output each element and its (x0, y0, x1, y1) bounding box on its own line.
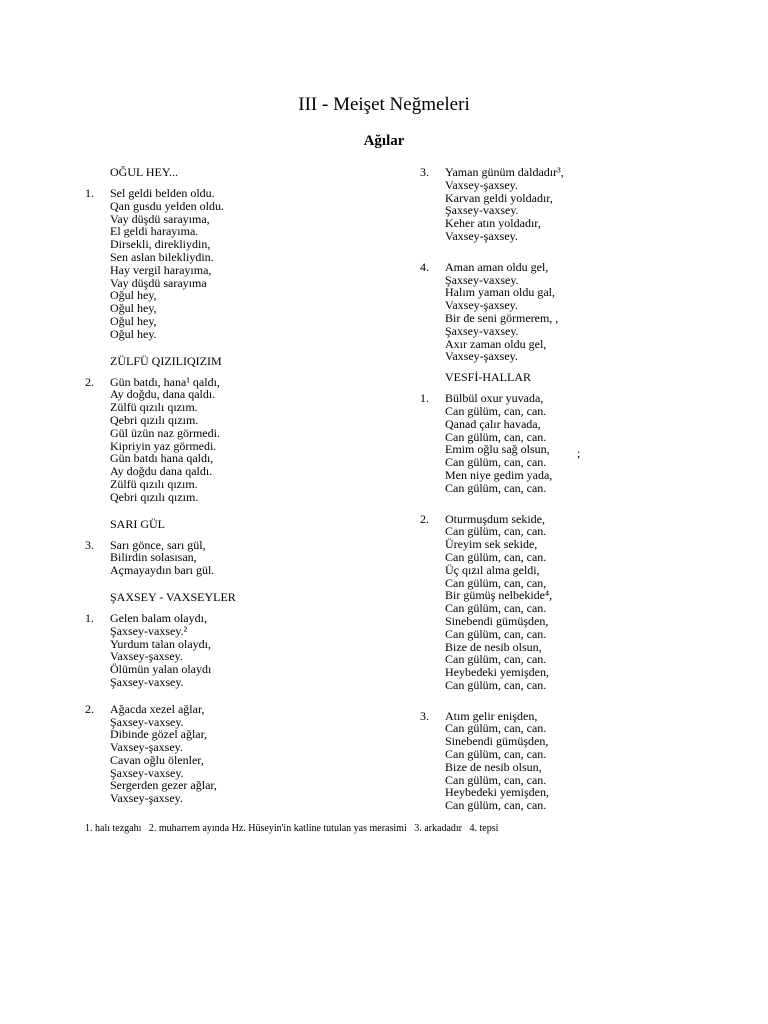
poem-line: Atım gelir enişden, (445, 708, 538, 723)
poem-line: Ay doğdu dana qaldı. (110, 464, 213, 479)
poem-line: Yaman günüm daldadır³, (445, 165, 564, 179)
footnote: 2. muharrem ayında Hz. Hüseyin'in katline tutulan yas merasimi (148, 823, 407, 834)
poem-lines (445, 261, 750, 363)
poem-line: Karvan geldi yoldadır, (445, 190, 553, 205)
poem-line: Oturmuşdum sekide, (445, 511, 545, 526)
poem-line: El geldi harayıma. (110, 224, 199, 239)
poem-line: Keher atın yoldadır, (445, 216, 541, 231)
poem-lines (445, 710, 750, 812)
poem-line: Bilirdin solasısan, (110, 550, 197, 565)
poem (420, 392, 750, 494)
poem-line: Dirsekli, direkliydin, (110, 237, 211, 252)
poem-lines (110, 703, 405, 805)
poem-line: Qanad çalır havada, (445, 416, 541, 431)
poem-number: 4. (420, 259, 429, 274)
poem-line: Can gülüm, can, can. (445, 677, 547, 692)
poem-line: Şaxsey-vaxsey. (110, 714, 184, 729)
poem (420, 261, 750, 363)
poem-line: Can gülüm, can, can. (445, 721, 547, 736)
poem-line: Bir de seni görmerem, , (445, 310, 559, 325)
poem-line: Gelen balam olaydı, (110, 610, 207, 625)
poem-lines (445, 166, 750, 243)
poem-line: Emim oğlu sağ olsun, (445, 442, 550, 457)
stray-mark: ; (577, 446, 581, 460)
poem-line: Axır zaman oldu gel, (445, 336, 547, 351)
section-heading-zulfu: ZÜLFÜ QIZILIQIZIM (110, 353, 222, 368)
poem-number: 3. (420, 708, 429, 723)
poem-lines (110, 612, 405, 689)
poem-line: Şaxsey-vaxsey. (445, 323, 519, 338)
poem-line: Qebri qızılı qızım. (110, 412, 199, 427)
poem-line: Vaxsey-şaxsey. (110, 649, 183, 664)
poem-line: Qan gusdu yelden oldu. (110, 198, 224, 213)
poem-line: Oğul hey. (110, 326, 157, 341)
poem-lines (110, 539, 405, 577)
poem-line: Ay doğdu, dana qaldı. (110, 387, 216, 402)
poem-line: Zülfü qızılı qızım. (110, 400, 198, 415)
poem-line: Bize de nesib olsun, (445, 759, 542, 774)
footnote: 4. tepsi (469, 823, 499, 834)
section-heading-sari-gul: SARI GÜL (110, 516, 166, 531)
poem-line: Vaxsey-şaxsey. (445, 177, 518, 192)
poem-line: Bize de nesib olsun, (445, 639, 542, 654)
poem (420, 710, 750, 812)
poem-number: 2. (420, 511, 429, 526)
poem-line: Can gülüm, can, can. (445, 772, 547, 787)
poem-line: Vay düşdü sarayıma (110, 275, 207, 290)
poem-line: Vaxsey-şaxsey. (110, 740, 183, 755)
poem-lines (445, 392, 750, 494)
page-title: III - Meişet Neğmeleri (298, 94, 470, 115)
poem-line: Can gülüm, can, can. (445, 480, 547, 495)
poem (85, 376, 405, 504)
poem-line: Oğul hey, (110, 301, 157, 316)
poem-line: Can gülüm, can, can. (445, 601, 547, 616)
poem-line: Şaxsey-vaxsey. (110, 765, 184, 780)
poem-line: Ölümün yalan olaydı (110, 662, 212, 677)
poem-line: Üç qızıl alma geldi, (445, 562, 540, 577)
poem-lines (110, 187, 405, 341)
poem-line: Gün batdı, hana¹ qaldı, (110, 374, 220, 389)
poem-number: 1. (85, 610, 94, 625)
poem-line: Can gülüm, can, can. (445, 403, 547, 418)
poem (420, 166, 750, 243)
poem-line: Sinebendi gümüşden, (445, 734, 549, 749)
poem-line: Vaxsey-şaxsey. (445, 349, 518, 364)
right-column (420, 166, 750, 826)
poem-line: Heybedeki yemişden, (445, 785, 549, 800)
poem-number: 3. (420, 165, 429, 179)
poem-line: Heybedeki yemişden, (445, 665, 549, 680)
poem-line: Aman aman oldu gel, (445, 259, 549, 274)
section-heading-ogul-hey: OĞUL HEY... (110, 165, 178, 179)
poem-line: Can gülüm, can, can. (445, 747, 547, 762)
poem-line: Vaxsey-şaxsey. (445, 298, 518, 313)
poem-line: Hay vergil harayıma, (110, 262, 212, 277)
poem-line: Yurdum talan olaydı, (110, 636, 211, 651)
left-column (85, 166, 405, 819)
poem (420, 513, 750, 692)
poem (85, 703, 405, 805)
poem-line: Sel geldi belden oldu. (110, 186, 215, 200)
poem-line: Oğul hey, (110, 288, 157, 303)
poem-number: 1. (420, 391, 429, 406)
poem-line: Vaxsey-şaxsey. (110, 791, 183, 806)
poem-line: Sinebendi gümüşden, (445, 613, 549, 628)
poem-line: Men niye gedim yada, (445, 467, 553, 482)
poem-lines (110, 376, 405, 504)
poem-line: Can gülüm, can, can. (445, 429, 547, 444)
poem-number: 1. (85, 186, 94, 200)
poem-line: Vaxsey-şaxsey. (445, 228, 518, 243)
section-heading-saxsey-vaxseyler: ŞAXSEY - VAXSEYLER (110, 589, 236, 604)
poem-line: Can gülüm, can, can. (445, 455, 547, 470)
poem-line: Kipriyin yaz görmedi. (110, 438, 217, 453)
page-subtitle: Ağılar (363, 133, 405, 149)
footnote: 1. halı tezgahı (85, 823, 142, 834)
section-heading-vesfi-hallar: VESFİ-HALLAR (445, 370, 531, 385)
poem-line: Dibinde gözel ağlar, (110, 727, 208, 742)
poem-line: Vay düşdü sarayıma, (110, 211, 210, 226)
poem-line: Oğul hey, (110, 313, 157, 328)
poem-line: Halım yaman oldu gal, (445, 285, 555, 300)
poem-line: Gün batdı hana qaldı, (110, 451, 214, 466)
poem-line: Can gülüm, can, can. (445, 626, 547, 641)
poem (85, 539, 405, 577)
poem-line: Zülfü qızılı qızım. (110, 476, 198, 491)
poem-line: Qebri qızılı qızım. (110, 489, 199, 504)
poem-line: Sergerden gezer ağlar, (110, 778, 217, 793)
poem-line: Şaxsey-vaxsey.² (110, 623, 188, 638)
poem-number: 3. (85, 537, 94, 552)
poem-line: Can gülüm, can, can. (445, 524, 547, 539)
poem-lines (445, 513, 750, 692)
poem-number: 2. (85, 374, 94, 389)
poem-line: Üreyim sek sekide, (445, 537, 538, 552)
poem-line: Sarı gönce, sarı gül, (110, 537, 206, 552)
poem (85, 187, 405, 341)
footnote: 3. arkadadır (414, 823, 462, 834)
poem-line: Gül üzün naz görmedi. (110, 425, 220, 440)
poem-line: Bülbül oxur yuvada, (445, 391, 544, 406)
poem-line: Bir gümüş nelbekide⁴, (445, 588, 553, 603)
poem-line: Şaxsey-vaxsey. (445, 203, 519, 218)
poem-line: Can gülüm, can, can, (445, 575, 547, 590)
footnotes (85, 823, 745, 834)
poem-line: Sen aslan bilekliydin. (110, 249, 214, 264)
poem-line: Can gülüm, can, can. (445, 652, 547, 667)
poem-line: Can gülüm, can, can. (445, 549, 547, 564)
poem-line: Ağacda xezel ağlar, (110, 701, 205, 716)
poem-line: Şaxsey-vaxsey. (445, 272, 519, 287)
poem-line: Şaxsey-vaxsey. (110, 674, 184, 689)
poem (85, 612, 405, 689)
poem-number: 2. (85, 701, 94, 716)
poem-line: Can gülüm, can, can. (445, 798, 547, 813)
poem-line: Cavan oğlu ölenler, (110, 752, 204, 767)
poem-line: Açmayaydın barı gül. (110, 563, 215, 578)
